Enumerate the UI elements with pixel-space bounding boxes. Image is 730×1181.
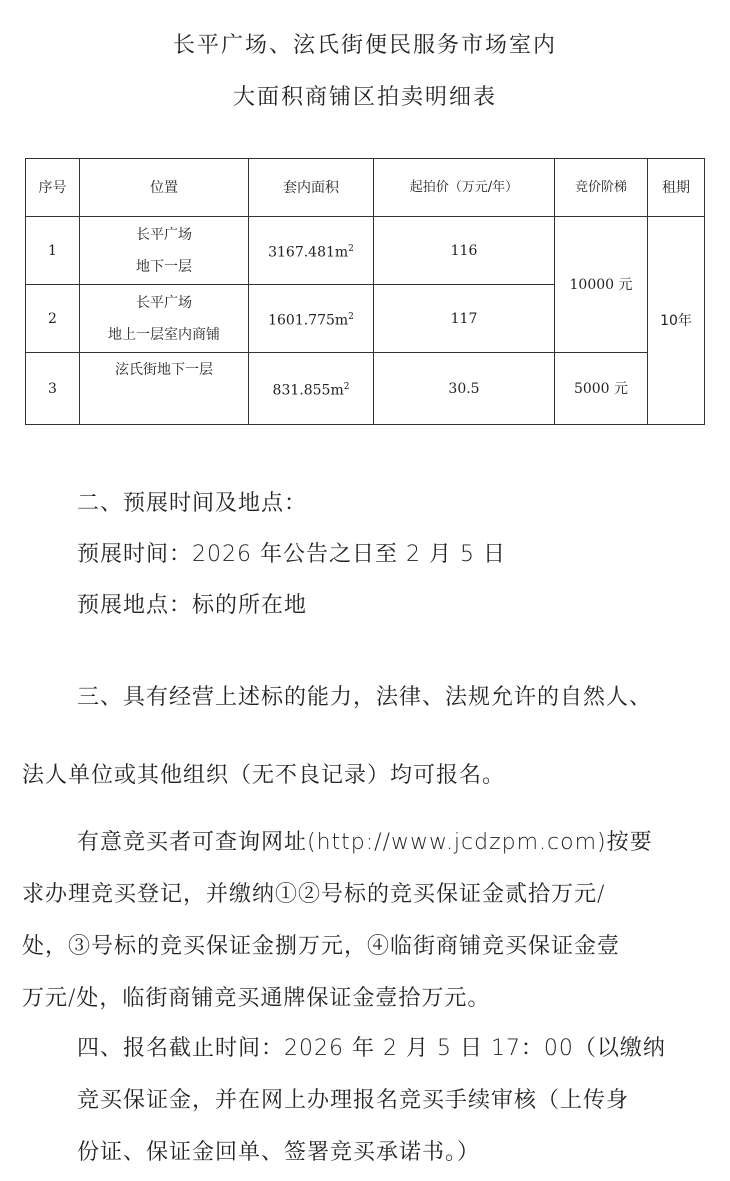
auction-lots-table: [25, 158, 705, 425]
preview-time: 预展时间：2026 年公告之日至 2 月 5 日: [77, 542, 506, 567]
cell-area: [249, 285, 374, 353]
cell-start-price: 116: [374, 217, 555, 285]
area-exponent: 2: [343, 381, 350, 392]
location-line2: 地下一层: [136, 258, 192, 275]
area-exponent: 2: [348, 243, 354, 254]
cell-location: [80, 217, 249, 285]
section-4-line2: 竞买保证金，并在网上办理报名竞买手续审核（上传身: [77, 1088, 630, 1113]
col-header-location: 位置: [80, 159, 249, 217]
section-4-line1: 四、报名截止时间：2026 年 2 月 5 日 17：00（以缴纳: [77, 1036, 666, 1061]
registration-para-line3: 处，③号标的竞买保证金捌万元，④临街商铺竞买保证金壹: [22, 934, 621, 959]
cell-location: 泫氏街地下一层: [80, 353, 249, 425]
registration-para-line1: 有意竞买者可查询网址(http://www.jcdzpm.com)按要: [77, 830, 653, 855]
cell-bid-step: 5000 元: [555, 353, 648, 425]
cell-start-price: 117: [374, 285, 555, 353]
section-3-line1: 三、具有经营上述标的能力，法律、法规允许的自然人、: [77, 685, 653, 710]
cell-area: [249, 353, 374, 425]
area-value: 1601.775m: [268, 312, 349, 329]
preview-location: 预展地点：标的所在地: [77, 593, 308, 618]
location-line2: 地上一层室内商铺: [108, 326, 220, 343]
cell-no: 2: [26, 285, 80, 353]
cell-location: [80, 285, 249, 353]
cell-start-price: 30.5: [374, 353, 555, 425]
table-header-row: [26, 159, 705, 217]
area-value: 3167.481m: [268, 244, 349, 261]
cell-area: [249, 217, 374, 285]
cell-no: 3: [26, 353, 80, 425]
document-title-line2: 大面积商铺区拍卖明细表: [232, 85, 497, 110]
section-4-line3: 份证、保证金回单、签署竞买承诺书。）: [77, 1140, 481, 1165]
table-row: [26, 353, 705, 425]
col-header-term: 租期: [648, 159, 705, 217]
col-header-start-price: 起拍价（万元/年）: [374, 159, 555, 217]
cell-no: 1: [26, 217, 80, 285]
col-header-no: 序号: [26, 159, 80, 217]
section-2-heading: 二、预展时间及地点：: [77, 491, 308, 516]
location-line1: 长平广场: [136, 294, 192, 311]
location-line1: 长平广场: [136, 226, 192, 243]
cell-term: 10年: [648, 217, 705, 425]
document-title-line1: 长平广场、泫氏街便民服务市场室内: [172, 33, 557, 58]
registration-para-line4: 万元/处，临街商铺竞买通牌保证金壹拾万元。: [22, 986, 491, 1011]
registration-para-line2: 求办理竞买登记，并缴纳①②号标的竞买保证金贰拾万元/: [22, 882, 606, 907]
table-row: [26, 217, 705, 285]
col-header-area: 套内面积: [249, 159, 374, 217]
cell-bid-step: 10000 元: [555, 217, 648, 353]
area-exponent: 2: [348, 311, 354, 322]
section-3-line2: 法人单位或其他组织（无不良记录）均可报名。: [22, 763, 506, 788]
area-value: 831.855m: [272, 382, 344, 399]
col-header-bid-step: 竞价阶梯: [555, 159, 648, 217]
